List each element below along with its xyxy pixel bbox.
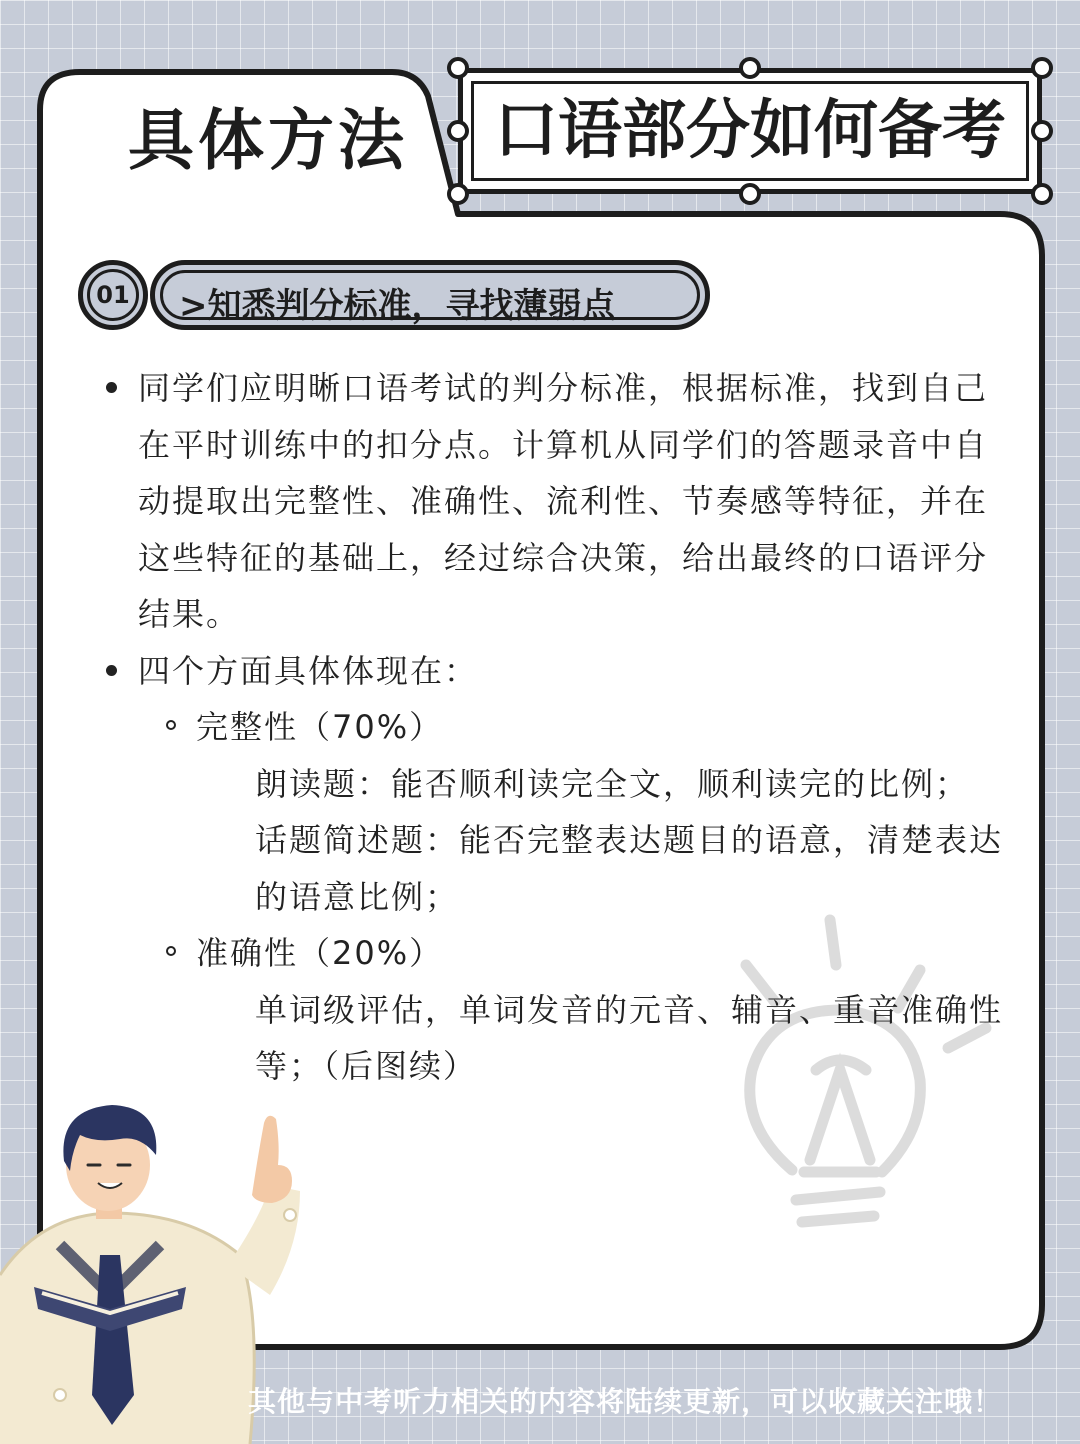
footer-note: 其他与中考听力相关的内容将陆续更新，可以收藏关注哦！	[248, 1385, 1003, 1418]
selection-handle	[739, 183, 761, 205]
page-title: 口语部分如何备考	[494, 94, 1006, 168]
section-number-badge	[78, 260, 148, 330]
bullet-item	[100, 360, 1010, 643]
aspect-item	[100, 699, 1010, 756]
aspect-item	[100, 925, 1010, 982]
bullet-dot	[106, 665, 117, 676]
bullet-text: 同学们应明晰口语考试的判分标准，根据标准，找到自己在平时训练中的扣分点。计算机从同学们的答题录音中自动提取出完整性、准确性、流利性、节奏感等特征，并在这些特征的基础上，经过综合决策，给出最终的口语评分结果。	[138, 369, 989, 633]
selection-handle	[447, 183, 469, 205]
aspect-detail: 话题简述题：能否完整表达题目的语意，清楚表达的语意比例；	[255, 821, 1004, 916]
sub-bullet-ring	[166, 720, 176, 730]
selection-handle	[447, 57, 469, 79]
selection-handle	[739, 57, 761, 79]
content-body	[100, 360, 1010, 1095]
aspect-label: 完整性（70%）	[196, 708, 444, 746]
section-heading: >知悉判分标准，寻找薄弱点	[179, 286, 616, 326]
aspect-label: 准确性（20%）	[196, 934, 444, 972]
aspect-detail: 朗读题：能否顺利读完全文，顺利读完的比例；	[255, 764, 970, 803]
selection-handle	[1031, 183, 1053, 205]
selection-handle	[447, 120, 469, 142]
aspect-detail: 单词级评估，单词发音的元音、辅音、重音准确性等；（后图续）	[255, 990, 1004, 1085]
section-number: 01	[87, 269, 139, 321]
bullet-text: 四个方面具体体现在：	[138, 651, 479, 690]
selection-handle	[1031, 120, 1053, 142]
bullet-dot	[106, 382, 117, 393]
sub-bullet-ring	[166, 946, 176, 956]
page-title-box	[458, 68, 1042, 194]
bullet-item	[100, 643, 1010, 700]
tab-label: 具体方法	[128, 102, 408, 179]
selection-handle	[1031, 57, 1053, 79]
section-heading-pill	[150, 260, 710, 330]
